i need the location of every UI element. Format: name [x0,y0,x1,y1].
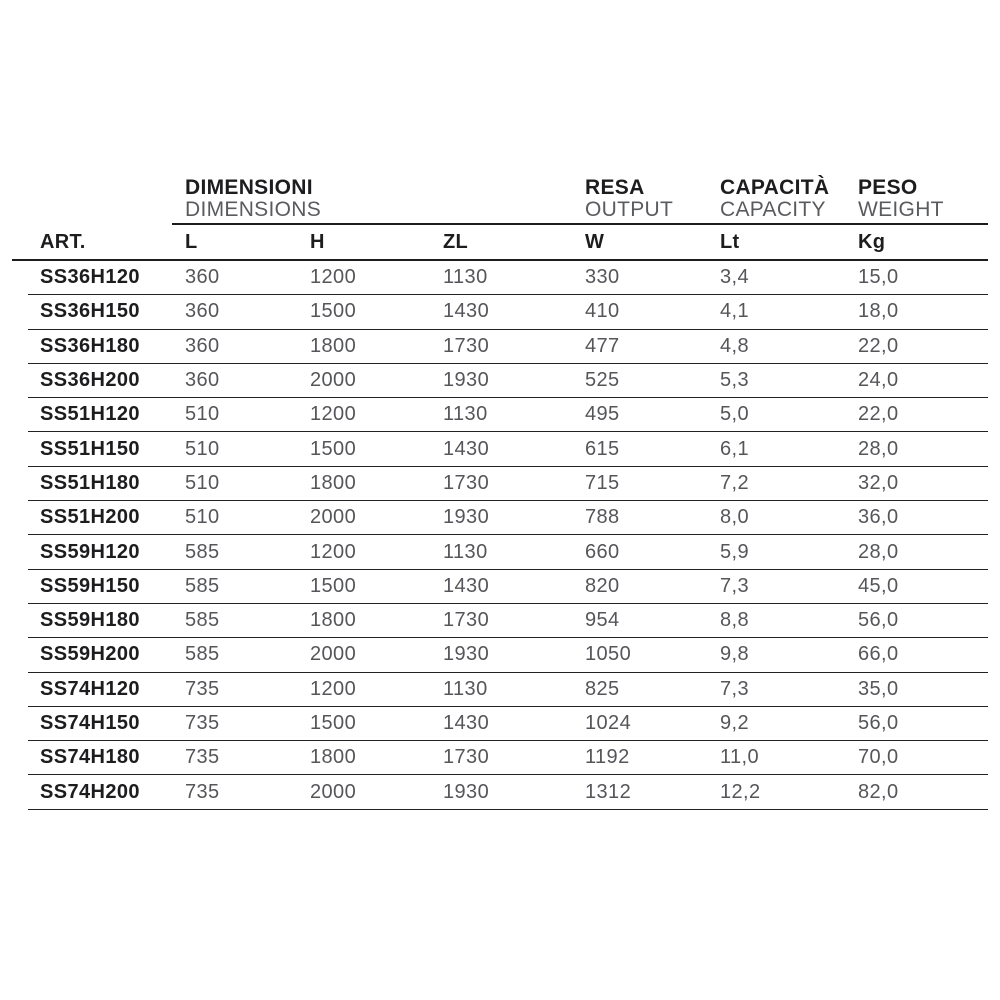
table-row [28,330,988,364]
art-code-cell: SS36H150 [40,300,140,323]
h-value-cell: 1200 [310,266,357,289]
w-value-cell: 615 [585,437,620,460]
table-row [28,570,988,604]
lt-value-cell: 8,0 [720,506,750,529]
art-code-cell: SS36H180 [40,334,140,357]
art-code-cell: SS74H120 [40,677,140,700]
w-value-cell: 660 [585,540,620,563]
group-title-capacita: CAPACITÀ [720,176,830,199]
l-value-cell: 585 [185,540,220,563]
group-title-resa: RESA [585,176,645,199]
group-underline-rule [172,223,988,225]
kg-value-cell: 15,0 [858,266,899,289]
w-value-cell: 525 [585,369,620,392]
lt-value-cell: 4,8 [720,334,750,357]
kg-value-cell: 56,0 [858,609,899,632]
h-value-cell: 1200 [310,403,357,426]
w-value-cell: 1192 [585,746,630,769]
art-code-cell: SS59H150 [40,574,140,597]
art-code-cell: SS36H200 [40,369,140,392]
zl-value-cell: 1930 [443,643,490,666]
lt-value-cell: 5,0 [720,403,750,426]
group-capacity [720,177,858,221]
lt-value-cell: 3,4 [720,266,750,289]
h-value-cell: 2000 [310,369,357,392]
zl-value-cell: 1430 [443,300,490,323]
table-row [28,432,988,466]
l-value-cell: 360 [185,266,220,289]
h-value-cell: 1200 [310,677,357,700]
group-subtitle-weight: WEIGHT [858,197,944,221]
table-row [28,707,988,741]
w-value-cell: 788 [585,506,620,529]
art-code-cell: SS59H200 [40,643,140,666]
kg-value-cell: 24,0 [858,369,899,392]
w-value-cell: 477 [585,334,620,357]
h-value-cell: 1800 [310,471,357,494]
zl-value-cell: 1430 [443,437,490,460]
w-value-cell: 1050 [585,643,632,666]
table-row [28,775,988,809]
zl-value-cell: 1130 [443,403,488,426]
h-value-cell: 1500 [310,712,357,734]
kg-value-cell: 70,0 [858,746,899,769]
w-value-cell: 330 [585,266,620,289]
h-value-cell: 1800 [310,746,357,769]
zl-value-cell: 1930 [443,780,490,803]
l-value-cell: 735 [185,746,220,769]
l-value-cell: 510 [185,471,220,494]
zl-value-cell: 1730 [443,746,490,769]
l-value-cell: 735 [185,677,220,700]
zl-value-cell: 1930 [443,369,490,392]
art-code-cell: SS59H120 [40,540,140,563]
column-header-row [12,225,988,261]
kg-value-cell: 22,0 [858,334,899,357]
lt-value-cell: 11,0 [720,746,760,769]
table-row [28,604,988,638]
table-row [28,638,988,672]
zl-value-cell: 1430 [443,712,490,734]
table-row [28,673,988,707]
kg-value-cell: 32,0 [858,471,899,494]
h-value-cell: 1500 [310,574,357,597]
zl-value-cell: 1130 [443,266,488,289]
l-value-cell: 360 [185,300,220,323]
table-row [28,741,988,775]
lt-value-cell: 9,8 [720,643,750,666]
art-code-cell: SS74H150 [40,712,140,734]
h-value-cell: 1500 [310,300,357,323]
lt-value-cell: 9,2 [720,712,750,734]
w-value-cell: 1024 [585,712,632,734]
lt-value-cell: 12,2 [720,780,761,803]
table-body [28,261,988,810]
zl-value-cell: 1130 [443,677,488,700]
kg-value-cell: 35,0 [858,677,899,700]
art-code-cell: SS51H150 [40,437,140,460]
h-value-cell: 1800 [310,609,357,632]
group-title-dimensioni: DIMENSIONI [185,176,313,199]
table-row [28,467,988,501]
w-value-cell: 825 [585,677,620,700]
group-dimensions [185,177,585,221]
group-output [585,177,720,221]
w-value-cell: 820 [585,574,620,597]
table-row [28,501,988,535]
l-value-cell: 585 [185,643,220,666]
zl-value-cell: 1730 [443,334,490,357]
kg-value-cell: 66,0 [858,643,899,666]
h-value-cell: 1800 [310,334,357,357]
lt-value-cell: 5,3 [720,369,750,392]
w-value-cell: 495 [585,403,620,426]
l-value-cell: 510 [185,403,220,426]
l-value-cell: 360 [185,369,220,392]
l-value-cell: 585 [185,609,220,632]
lt-value-cell: 6,1 [720,437,750,460]
h-value-cell: 1200 [310,540,357,563]
w-value-cell: 715 [585,471,620,494]
column-header-zl: ZL [443,230,469,253]
group-title-peso: PESO [858,176,918,199]
lt-value-cell: 7,3 [720,677,750,700]
column-header-l: L [185,230,198,253]
group-header-row [12,177,988,225]
h-value-cell: 2000 [310,780,357,803]
h-value-cell: 2000 [310,643,357,666]
art-code-cell: SS74H180 [40,746,140,769]
h-value-cell: 1500 [310,437,357,460]
lt-value-cell: 4,1 [720,300,750,323]
table-row [28,364,988,398]
l-value-cell: 735 [185,780,220,803]
column-header-h: H [310,230,325,253]
art-code-cell: SS51H180 [40,471,140,494]
group-subtitle-capacity: CAPACITY [720,197,826,221]
w-value-cell: 954 [585,609,620,632]
zl-value-cell: 1730 [443,471,490,494]
l-value-cell: 360 [185,334,220,357]
kg-value-cell: 28,0 [858,437,899,460]
lt-value-cell: 7,3 [720,574,750,597]
table-row [28,398,988,432]
art-code-cell: SS36H120 [40,266,140,289]
group-subtitle-output: OUTPUT [585,197,674,221]
art-code-cell: SS51H120 [40,403,140,426]
zl-value-cell: 1930 [443,506,490,529]
lt-value-cell: 5,9 [720,540,750,563]
art-code-cell: SS74H200 [40,780,140,803]
kg-value-cell: 56,0 [858,712,899,734]
kg-value-cell: 82,0 [858,780,899,803]
column-header-kg: Kg [858,230,886,253]
w-value-cell: 410 [585,300,620,323]
table-row [28,261,988,295]
kg-value-cell: 36,0 [858,506,899,529]
column-header-lt: Lt [720,230,740,253]
zl-value-cell: 1730 [443,609,490,632]
kg-value-cell: 45,0 [858,574,899,597]
table-row [28,295,988,329]
zl-value-cell: 1130 [443,540,488,563]
kg-value-cell: 28,0 [858,540,899,563]
h-value-cell: 2000 [310,506,357,529]
kg-value-cell: 22,0 [858,403,899,426]
column-header-w: W [585,230,605,253]
table-row [28,535,988,569]
lt-value-cell: 7,2 [720,471,750,494]
l-value-cell: 735 [185,712,220,734]
l-value-cell: 510 [185,437,220,460]
group-subtitle-dimensions: DIMENSIONS [185,197,322,221]
lt-value-cell: 8,8 [720,609,750,632]
l-value-cell: 510 [185,506,220,529]
kg-value-cell: 18,0 [858,300,899,323]
art-code-cell: SS59H180 [40,609,140,632]
w-value-cell: 1312 [585,780,632,803]
art-code-cell: SS51H200 [40,506,140,529]
column-header-art: ART. [40,230,86,253]
l-value-cell: 585 [185,574,220,597]
zl-value-cell: 1430 [443,574,490,597]
group-weight [858,177,988,221]
product-spec-table [12,177,988,810]
